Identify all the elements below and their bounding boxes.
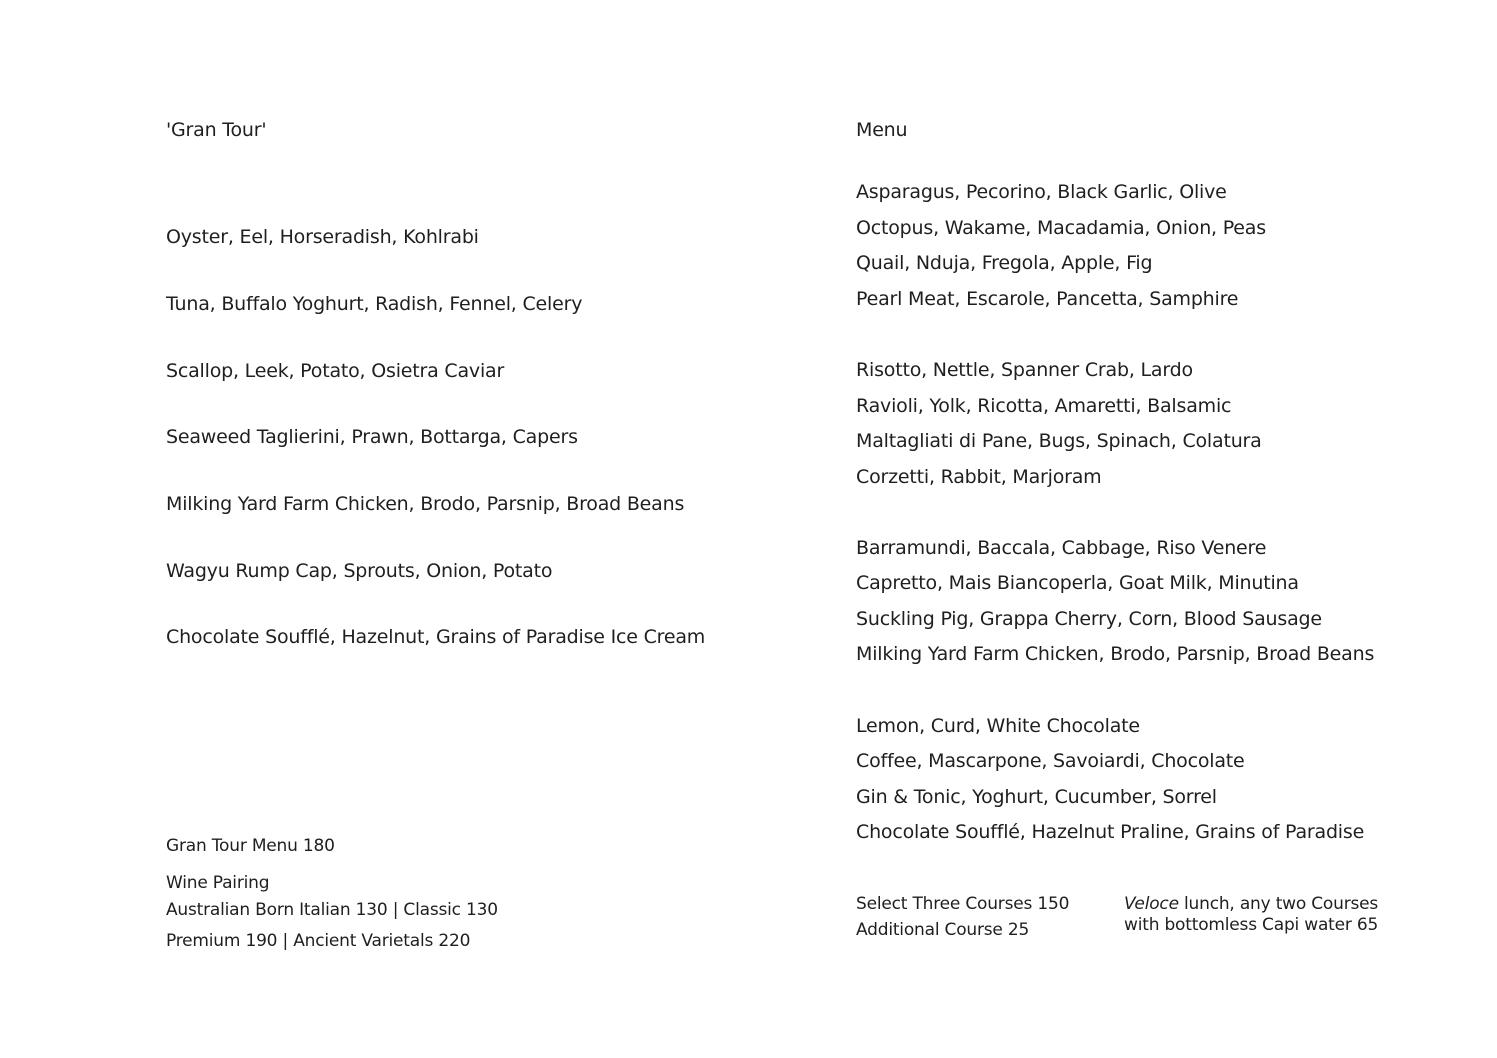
gran-tour-price: Gran Tour Menu 180: [166, 836, 335, 856]
veloce-lunch-water: with bottomless Capi water 65: [1124, 915, 1379, 935]
menu-dish: Chocolate Soufflé, Hazelnut Praline, Grains of Paradise: [856, 821, 1365, 843]
additional-course-price: Additional Course 25: [856, 920, 1030, 940]
menu-dish: Gin & Tonic, Yoghurt, Cucumber, Sorrel: [856, 786, 1217, 808]
menu-dish: Coffee, Mascarpone, Savoiardi, Chocolate: [856, 750, 1245, 772]
veloce-lunch-offer: [1124, 893, 1378, 915]
menu-dish: Asparagus, Pecorino, Black Garlic, Olive: [856, 181, 1227, 203]
menu-dish: Risotto, Nettle, Spanner Crab, Lardo: [856, 359, 1193, 381]
select-courses-price: Select Three Courses 150: [856, 894, 1070, 914]
menu-dish: Barramundi, Baccala, Cabbage, Riso Venere: [856, 537, 1267, 559]
menu-dish: Quail, Nduja, Fregola, Apple, Fig: [856, 252, 1153, 274]
menu-dish: Maltagliati di Pane, Bugs, Spinach, Colatura: [856, 430, 1262, 452]
gran-tour-dish: Milking Yard Farm Chicken, Brodo, Parsnip, Broad Beans: [166, 493, 685, 515]
menu-dish: Lemon, Curd, White Chocolate: [856, 715, 1140, 737]
menu-dish: Corzetti, Rabbit, Marjoram: [856, 466, 1102, 488]
wine-pairing-options: Premium 190 | Ancient Varietals 220: [166, 931, 471, 951]
menu-dish: Suckling Pig, Grappa Cherry, Corn, Blood Sausage: [856, 608, 1322, 630]
menu-dish: Octopus, Wakame, Macadamia, Onion, Peas: [856, 217, 1266, 239]
gran-tour-dish: Seaweed Taglierini, Prawn, Bottarga, Capers: [166, 426, 578, 448]
veloce-lunch-text: lunch, any two Courses: [1178, 894, 1379, 914]
gran-tour-dish: Tuna, Buffalo Yoghurt, Radish, Fennel, Celery: [166, 293, 583, 315]
gran-tour-dish: Scallop, Leek, Potato, Osietra Caviar: [166, 360, 505, 382]
gran-tour-dish: Oyster, Eel, Horseradish, Kohlrabi: [166, 226, 479, 248]
menu-title: Menu: [856, 119, 908, 141]
gran-tour-title: 'Gran Tour': [166, 119, 267, 141]
menu-dish: Pearl Meat, Escarole, Pancetta, Samphire: [856, 288, 1239, 310]
gran-tour-dish: Wagyu Rump Cap, Sprouts, Onion, Potato: [166, 560, 553, 582]
wine-pairing-options: Australian Born Italian 130 | Classic 130: [166, 900, 498, 920]
veloce-word: Veloce: [1124, 894, 1179, 914]
menu-dish: Milking Yard Farm Chicken, Brodo, Parsnip, Broad Beans: [856, 643, 1375, 665]
menu-dish: Ravioli, Yolk, Ricotta, Amaretti, Balsamic: [856, 395, 1232, 417]
menu-dish: Capretto, Mais Biancoperla, Goat Milk, Minutina: [856, 572, 1299, 594]
gran-tour-dish: Chocolate Soufflé, Hazelnut, Grains of Paradise Ice Cream: [166, 626, 706, 648]
wine-pairing-label: Wine Pairing: [166, 873, 270, 893]
